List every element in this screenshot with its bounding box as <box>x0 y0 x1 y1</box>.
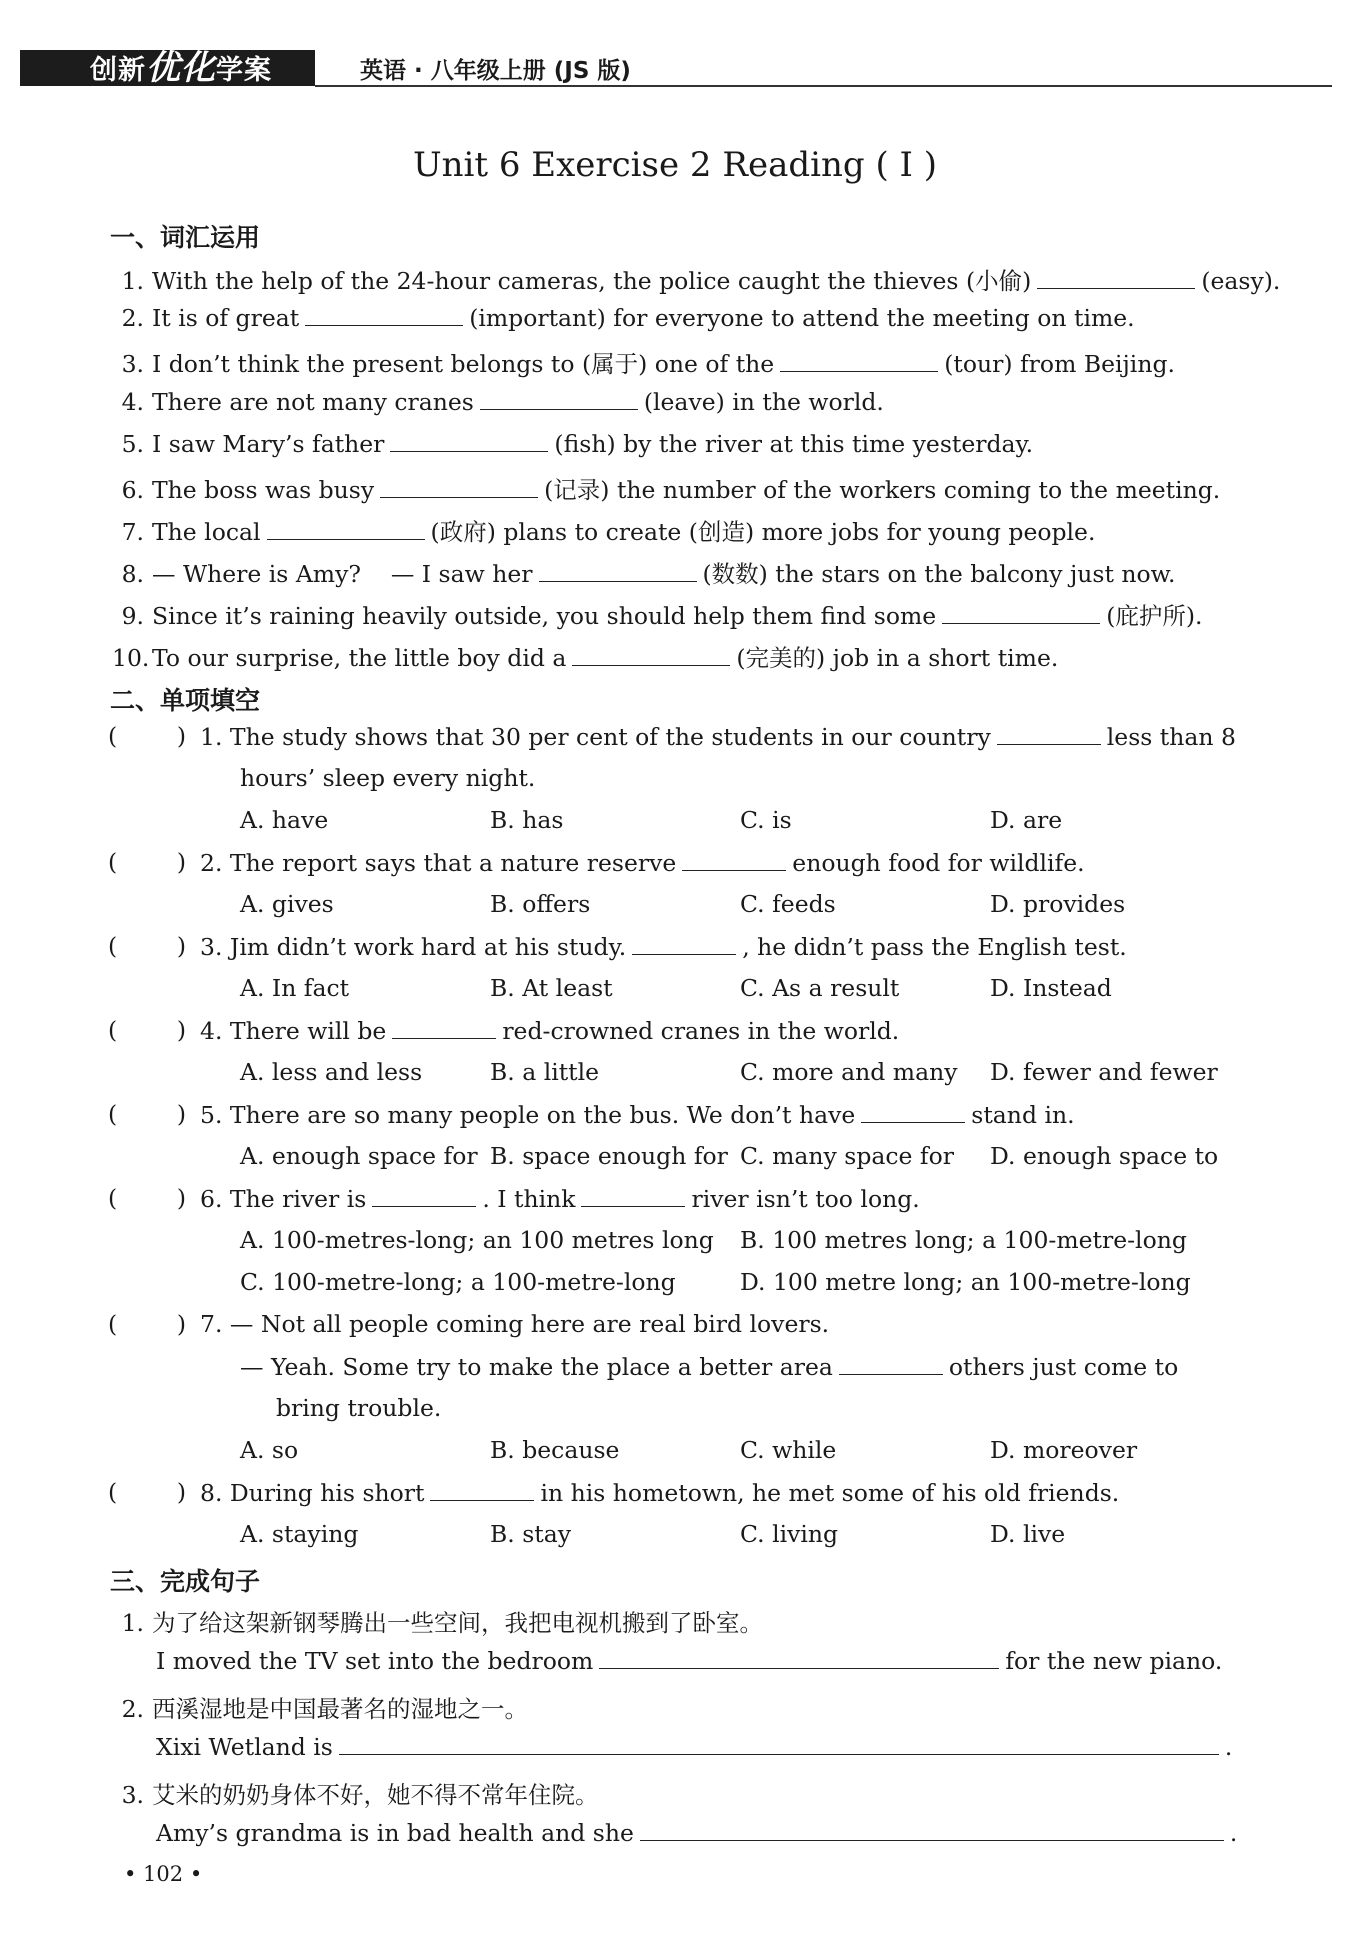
answer-blank[interactable] <box>599 1646 999 1669</box>
option-a[interactable]: A. staying <box>240 1520 359 1548</box>
answer-blank[interactable] <box>480 387 638 410</box>
answer-blank[interactable] <box>539 559 697 582</box>
answer-blank[interactable] <box>861 1100 965 1123</box>
answer-bracket[interactable]: ( ) <box>108 1016 187 1044</box>
vocab-item-9: 9. Since it’s raining heavily outside, you should help them find some (庇护所). <box>121 602 1203 630</box>
answer-blank[interactable] <box>372 1184 476 1207</box>
option-b[interactable]: B. space enough for <box>490 1142 728 1170</box>
vocab-item-2: 2. It is of great (important) for everyone to attend the meeting on time. <box>121 304 1135 332</box>
option-a[interactable]: A. enough space for <box>240 1142 478 1170</box>
option-a[interactable]: A. so <box>240 1436 299 1464</box>
answer-blank[interactable] <box>780 349 938 372</box>
option-b[interactable]: B. has <box>490 806 564 834</box>
section-heading-vocabulary: 一、词汇运用 <box>110 223 261 252</box>
answer-blank[interactable] <box>572 643 730 666</box>
vocab-item-10: 10. To our surprise, the little boy did a (完美的) job in a short time. <box>112 644 1059 672</box>
mc-question-1-cont: hours’ sleep every night. <box>240 764 536 792</box>
option-b[interactable]: B. because <box>490 1436 620 1464</box>
answer-blank[interactable] <box>839 1352 943 1375</box>
mc-question-1: 1. The study shows that 30 per cent of the students in our country less than 8 <box>200 723 1236 751</box>
option-d[interactable]: D. fewer and fewer <box>990 1058 1218 1086</box>
mc-question-4: 4. There will be red-crowned cranes in the world. <box>200 1017 900 1045</box>
page-header <box>20 50 1332 90</box>
option-a[interactable]: A. less and less <box>240 1058 423 1086</box>
sentence-2-chinese: 2. 西溪湿地是中国最著名的湿地之一。 <box>121 1695 528 1723</box>
mc-question-2: 2. The report says that a nature reserve enough food for wildlife. <box>200 849 1085 877</box>
mc-question-7-cont: bring trouble. <box>276 1394 442 1422</box>
option-c[interactable]: C. many space for <box>740 1142 954 1170</box>
answer-bracket[interactable]: ( ) <box>108 1184 187 1212</box>
sentence-2-english: Xixi Wetland is . <box>156 1733 1233 1761</box>
option-d[interactable]: D. provides <box>990 890 1126 918</box>
page-number: • 102 • <box>124 1862 203 1886</box>
option-b[interactable]: B. a little <box>490 1058 600 1086</box>
vocab-item-8: 8. — Where is Amy? — I saw her (数数) the stars on the balcony just now. <box>121 560 1176 588</box>
mc-question-8: 8. During his short in his hometown, he met some of his old friends. <box>200 1479 1120 1507</box>
answer-blank[interactable] <box>339 1732 1219 1755</box>
option-a[interactable]: A. gives <box>240 890 334 918</box>
option-b[interactable]: B. stay <box>490 1520 571 1548</box>
answer-bracket[interactable]: ( ) <box>108 848 187 876</box>
vocab-item-5: 5. I saw Mary’s father (fish) by the river at this time yesterday. <box>121 430 1034 458</box>
vocab-item-7: 7. The local (政府) plans to create (创造) more jobs for young people. <box>121 518 1096 546</box>
header-rule <box>315 85 1332 87</box>
mc-question-7-reply: — Yeah. Some try to make the place a better area others just come to <box>240 1353 1179 1381</box>
sentence-1-english: I moved the TV set into the bedroom for the new piano. <box>156 1647 1223 1675</box>
answer-bracket[interactable]: ( ) <box>108 1478 187 1506</box>
option-a[interactable]: A. In fact <box>240 974 350 1002</box>
sentence-3-english: Amy’s grandma is in bad health and she . <box>156 1819 1238 1847</box>
section-heading-multiple-choice: 二、单项填空 <box>110 686 261 715</box>
option-c[interactable]: C. while <box>740 1436 837 1464</box>
option-d[interactable]: D. moreover <box>990 1436 1138 1464</box>
option-a[interactable]: A. 100-metres-long; an 100 metres long <box>240 1226 714 1254</box>
answer-blank[interactable] <box>581 1184 685 1207</box>
answer-bracket[interactable]: ( ) <box>108 1310 187 1338</box>
option-d[interactable]: D. enough space to <box>990 1142 1219 1170</box>
option-c[interactable]: C. As a result <box>740 974 900 1002</box>
answer-bracket[interactable]: ( ) <box>108 722 187 750</box>
option-b[interactable]: B. 100 metres long; a 100-metre-long <box>740 1226 1187 1254</box>
option-a[interactable]: A. have <box>240 806 329 834</box>
vocab-item-6: 6. The boss was busy (记录) the number of the workers coming to the meeting. <box>121 476 1221 504</box>
answer-blank[interactable] <box>267 517 425 540</box>
answer-blank[interactable] <box>430 1478 534 1501</box>
answer-blank[interactable] <box>390 429 548 452</box>
brand-logo: 创新优化学案 <box>20 50 315 86</box>
option-c[interactable]: C. feeds <box>740 890 836 918</box>
answer-blank[interactable] <box>305 303 463 326</box>
option-c[interactable]: C. is <box>740 806 792 834</box>
answer-bracket[interactable]: ( ) <box>108 1100 187 1128</box>
mc-question-6: 6. The river is . I think river isn’t too long. <box>200 1185 920 1213</box>
option-c[interactable]: C. living <box>740 1520 839 1548</box>
answer-blank[interactable] <box>997 722 1101 745</box>
mc-question-5: 5. There are so many people on the bus. We don’t have stand in. <box>200 1101 1075 1129</box>
vocab-item-1: 1. With the help of the 24-hour cameras, the police caught the thieves (小偷) (easy). <box>121 267 1281 295</box>
option-b[interactable]: B. At least <box>490 974 613 1002</box>
answer-blank[interactable] <box>682 848 786 871</box>
page-title: Unit 6 Exercise 2 Reading ( Ⅰ ) <box>412 145 938 185</box>
option-d[interactable]: D. Instead <box>990 974 1112 1002</box>
option-c[interactable]: C. more and many <box>740 1058 958 1086</box>
mc-question-3: 3. Jim didn’t work hard at his study. , he didn’t pass the English test. <box>200 933 1127 961</box>
option-d[interactable]: D. live <box>990 1520 1066 1548</box>
mc-question-7: 7. — Not all people coming here are real bird lovers. <box>200 1310 830 1338</box>
sentence-3-chinese: 3. 艾米的奶奶身体不好，她不得不常年住院。 <box>121 1781 599 1809</box>
option-d[interactable]: D. 100 metre long; an 100-metre-long <box>740 1268 1191 1296</box>
answer-blank[interactable] <box>392 1016 496 1039</box>
option-d[interactable]: D. are <box>990 806 1063 834</box>
option-c[interactable]: C. 100-metre-long; a 100-metre-long <box>240 1268 676 1296</box>
subject-label: 英语 · 八年级上册 (JS 版) <box>360 58 631 84</box>
answer-blank[interactable] <box>632 932 736 955</box>
answer-blank[interactable] <box>380 475 538 498</box>
answer-blank[interactable] <box>942 601 1100 624</box>
answer-blank[interactable] <box>1037 266 1195 289</box>
vocab-item-3: 3. I don’t think the present belongs to (属于) one of the (tour) from Beijing. <box>121 350 1175 378</box>
section-heading-complete-sentences: 三、完成句子 <box>110 1567 261 1596</box>
vocab-item-4: 4. There are not many cranes (leave) in the world. <box>121 388 884 416</box>
answer-blank[interactable] <box>640 1818 1224 1841</box>
answer-bracket[interactable]: ( ) <box>108 932 187 960</box>
option-b[interactable]: B. offers <box>490 890 591 918</box>
sentence-1-chinese: 1. 为了给这架新钢琴腾出一些空间，我把电视机搬到了卧室。 <box>121 1609 763 1637</box>
